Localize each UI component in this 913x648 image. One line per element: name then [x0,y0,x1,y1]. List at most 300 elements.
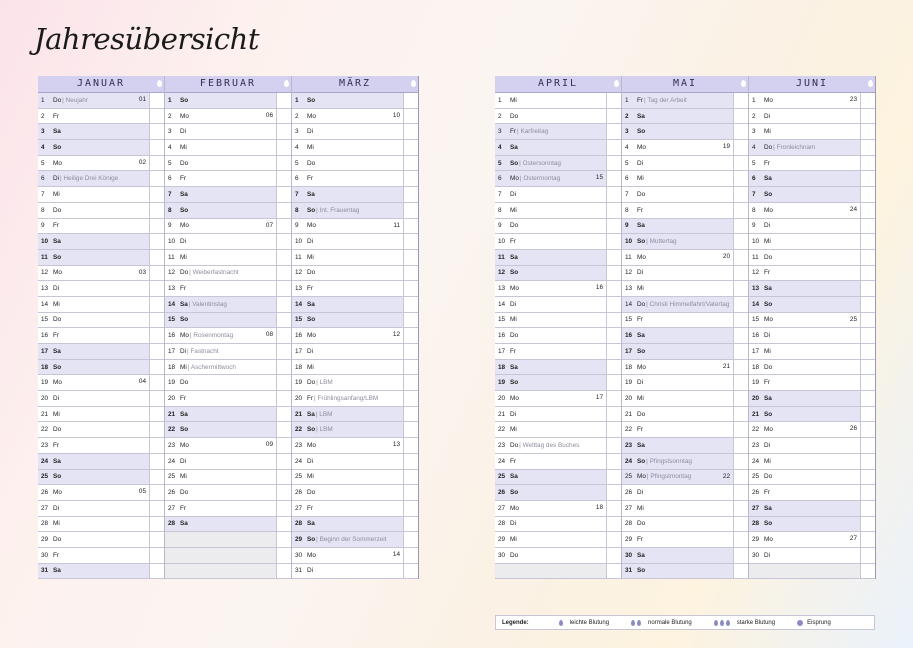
day-cell[interactable] [292,564,403,579]
day-row[interactable] [165,93,291,109]
day-row[interactable] [622,407,748,423]
day-row[interactable] [292,454,418,470]
tracking-cell[interactable] [403,485,418,500]
tracking-cell[interactable] [403,250,418,265]
day-cell[interactable] [165,297,276,312]
day-cell[interactable] [622,360,733,375]
day-cell[interactable] [38,470,149,485]
day-cell[interactable] [292,187,403,202]
day-cell[interactable] [622,548,733,563]
day-cell[interactable] [495,187,606,202]
day-cell[interactable] [292,485,403,500]
day-row[interactable] [292,517,418,533]
tracking-cell[interactable] [149,250,164,265]
day-row[interactable] [495,281,621,297]
day-row[interactable] [622,140,748,156]
day-row[interactable] [749,564,875,580]
day-cell[interactable] [495,124,606,139]
tracking-cell[interactable] [860,187,875,202]
day-row[interactable] [622,124,748,140]
tracking-cell[interactable] [276,281,291,296]
day-row[interactable] [292,470,418,486]
tracking-cell[interactable] [276,140,291,155]
day-cell[interactable] [38,297,149,312]
tracking-cell[interactable] [403,532,418,547]
day-row[interactable] [749,234,875,250]
day-cell[interactable] [622,407,733,422]
day-row[interactable] [38,109,164,125]
day-row[interactable] [495,203,621,219]
day-row[interactable] [495,156,621,172]
day-cell[interactable] [495,297,606,312]
tracking-cell[interactable] [276,250,291,265]
day-row[interactable] [749,140,875,156]
day-row[interactable] [622,156,748,172]
day-row[interactable] [495,438,621,454]
day-row[interactable] [165,564,291,580]
day-cell[interactable] [292,124,403,139]
tracking-cell[interactable] [733,313,748,328]
day-cell[interactable] [749,266,860,281]
day-cell[interactable] [622,250,733,265]
day-row[interactable] [38,470,164,486]
day-cell[interactable] [165,532,276,547]
day-cell[interactable] [165,171,276,186]
day-cell[interactable] [622,328,733,343]
day-cell[interactable] [749,407,860,422]
tracking-cell[interactable] [733,234,748,249]
tracking-cell[interactable] [276,187,291,202]
tracking-cell[interactable] [403,438,418,453]
tracking-cell[interactable] [860,501,875,516]
day-cell[interactable] [495,281,606,296]
day-row[interactable] [38,250,164,266]
tracking-cell[interactable] [860,109,875,124]
tracking-cell[interactable] [733,470,748,485]
tracking-cell[interactable] [149,407,164,422]
day-row[interactable] [292,485,418,501]
tracking-cell[interactable] [860,548,875,563]
day-cell[interactable] [749,234,860,249]
day-cell[interactable] [165,344,276,359]
day-row[interactable] [38,187,164,203]
day-row[interactable] [622,219,748,235]
tracking-cell[interactable] [403,360,418,375]
day-row[interactable] [165,250,291,266]
day-cell[interactable] [292,470,403,485]
tracking-cell[interactable] [403,328,418,343]
tracking-cell[interactable] [276,203,291,218]
tracking-cell[interactable] [606,438,621,453]
tracking-cell[interactable] [860,156,875,171]
day-cell[interactable] [495,93,606,108]
tracking-cell[interactable] [276,407,291,422]
tracking-cell[interactable] [276,360,291,375]
tracking-cell[interactable] [860,422,875,437]
day-cell[interactable] [495,485,606,500]
tracking-cell[interactable] [403,517,418,532]
day-row[interactable] [749,344,875,360]
day-row[interactable] [622,438,748,454]
tracking-cell[interactable] [276,328,291,343]
tracking-cell[interactable] [403,407,418,422]
day-cell[interactable] [622,313,733,328]
day-cell[interactable] [495,328,606,343]
tracking-cell[interactable] [149,564,164,579]
day-row[interactable] [749,313,875,329]
day-row[interactable] [622,454,748,470]
day-row[interactable] [165,219,291,235]
day-row[interactable] [622,297,748,313]
day-cell[interactable] [495,517,606,532]
day-row[interactable] [292,171,418,187]
day-cell[interactable] [165,360,276,375]
tracking-cell[interactable] [403,344,418,359]
tracking-cell[interactable] [149,187,164,202]
day-row[interactable] [38,407,164,423]
tracking-cell[interactable] [733,281,748,296]
day-cell[interactable] [165,93,276,108]
day-cell[interactable] [622,391,733,406]
tracking-cell[interactable] [276,234,291,249]
day-cell[interactable] [292,328,403,343]
day-row[interactable] [495,109,621,125]
day-row[interactable] [165,438,291,454]
tracking-cell[interactable] [606,360,621,375]
day-row[interactable] [495,313,621,329]
tracking-cell[interactable] [276,517,291,532]
tracking-cell[interactable] [276,532,291,547]
tracking-cell[interactable] [860,140,875,155]
tracking-cell[interactable] [276,171,291,186]
tracking-cell[interactable] [860,407,875,422]
tracking-cell[interactable] [606,187,621,202]
day-row[interactable] [38,548,164,564]
day-row[interactable] [622,470,748,486]
tracking-cell[interactable] [403,266,418,281]
day-cell[interactable] [165,140,276,155]
day-row[interactable] [749,422,875,438]
tracking-cell[interactable] [149,219,164,234]
day-cell[interactable] [165,470,276,485]
day-cell[interactable] [292,297,403,312]
day-row[interactable] [165,297,291,313]
day-row[interactable] [165,313,291,329]
tracking-cell[interactable] [606,517,621,532]
day-cell[interactable] [165,234,276,249]
day-cell[interactable] [165,422,276,437]
tracking-cell[interactable] [606,564,621,579]
tracking-cell[interactable] [403,454,418,469]
day-cell[interactable] [749,93,860,108]
day-cell[interactable] [38,203,149,218]
day-cell[interactable] [495,203,606,218]
day-cell[interactable] [38,375,149,390]
day-cell[interactable] [622,109,733,124]
day-cell[interactable] [292,250,403,265]
day-cell[interactable] [292,171,403,186]
day-row[interactable] [38,485,164,501]
day-row[interactable] [165,234,291,250]
tracking-cell[interactable] [733,548,748,563]
tracking-cell[interactable] [403,391,418,406]
day-cell[interactable] [495,407,606,422]
day-cell[interactable] [749,203,860,218]
tracking-cell[interactable] [606,203,621,218]
day-row[interactable] [292,250,418,266]
day-row[interactable] [622,532,748,548]
day-row[interactable] [749,281,875,297]
day-row[interactable] [749,454,875,470]
day-row[interactable] [165,360,291,376]
day-cell[interactable] [622,485,733,500]
tracking-cell[interactable] [403,281,418,296]
day-cell[interactable] [622,532,733,547]
tracking-cell[interactable] [403,313,418,328]
day-cell[interactable] [165,454,276,469]
day-cell[interactable] [749,344,860,359]
tracking-cell[interactable] [276,93,291,108]
day-row[interactable] [38,501,164,517]
day-row[interactable] [292,297,418,313]
day-cell[interactable] [292,422,403,437]
tracking-cell[interactable] [403,93,418,108]
tracking-cell[interactable] [606,470,621,485]
day-row[interactable] [749,93,875,109]
day-cell[interactable] [292,266,403,281]
tracking-cell[interactable] [733,454,748,469]
day-cell[interactable] [165,250,276,265]
day-row[interactable] [749,407,875,423]
tracking-cell[interactable] [733,485,748,500]
tracking-cell[interactable] [860,234,875,249]
day-cell[interactable] [622,375,733,390]
day-cell[interactable] [749,109,860,124]
day-row[interactable] [165,501,291,517]
day-cell[interactable] [165,438,276,453]
tracking-cell[interactable] [606,250,621,265]
day-cell[interactable] [749,375,860,390]
day-cell[interactable] [495,454,606,469]
day-row[interactable] [38,171,164,187]
day-cell[interactable] [38,391,149,406]
tracking-cell[interactable] [403,203,418,218]
tracking-cell[interactable] [149,156,164,171]
tracking-cell[interactable] [276,109,291,124]
day-row[interactable] [38,140,164,156]
day-cell[interactable] [292,454,403,469]
day-row[interactable] [495,391,621,407]
day-cell[interactable] [292,360,403,375]
day-cell[interactable] [749,532,860,547]
day-cell[interactable] [622,517,733,532]
day-cell[interactable] [292,532,403,547]
day-cell[interactable] [495,109,606,124]
tracking-cell[interactable] [606,281,621,296]
day-row[interactable] [749,391,875,407]
tracking-cell[interactable] [149,454,164,469]
day-row[interactable] [622,313,748,329]
tracking-cell[interactable] [606,548,621,563]
day-cell[interactable] [165,156,276,171]
day-cell[interactable] [38,360,149,375]
day-cell[interactable] [495,266,606,281]
tracking-cell[interactable] [860,344,875,359]
day-row[interactable] [165,454,291,470]
tracking-cell[interactable] [733,109,748,124]
tracking-cell[interactable] [276,548,291,563]
tracking-cell[interactable] [733,564,748,579]
day-row[interactable] [749,250,875,266]
tracking-cell[interactable] [276,313,291,328]
day-row[interactable] [495,93,621,109]
tracking-cell[interactable] [276,485,291,500]
tracking-cell[interactable] [606,93,621,108]
day-cell[interactable] [38,171,149,186]
day-row[interactable] [495,454,621,470]
tracking-cell[interactable] [403,564,418,579]
tracking-cell[interactable] [149,328,164,343]
tracking-cell[interactable] [403,187,418,202]
day-cell[interactable] [38,517,149,532]
tracking-cell[interactable] [149,548,164,563]
tracking-cell[interactable] [149,234,164,249]
tracking-cell[interactable] [860,171,875,186]
day-row[interactable] [495,360,621,376]
day-row[interactable] [495,266,621,282]
day-cell[interactable] [622,93,733,108]
tracking-cell[interactable] [606,422,621,437]
tracking-cell[interactable] [149,171,164,186]
day-cell[interactable] [292,281,403,296]
day-row[interactable] [749,328,875,344]
day-row[interactable] [749,548,875,564]
tracking-cell[interactable] [733,297,748,312]
day-cell[interactable] [622,564,733,579]
tracking-cell[interactable] [860,391,875,406]
tracking-cell[interactable] [276,391,291,406]
day-row[interactable] [495,501,621,517]
tracking-cell[interactable] [403,109,418,124]
tracking-cell[interactable] [860,93,875,108]
day-cell[interactable] [165,124,276,139]
tracking-cell[interactable] [276,564,291,579]
day-cell[interactable] [622,422,733,437]
day-cell[interactable] [165,203,276,218]
tracking-cell[interactable] [733,124,748,139]
day-row[interactable] [292,93,418,109]
tracking-cell[interactable] [733,219,748,234]
tracking-cell[interactable] [606,485,621,500]
day-row[interactable] [749,266,875,282]
day-cell[interactable] [622,438,733,453]
day-row[interactable] [495,470,621,486]
tracking-cell[interactable] [860,266,875,281]
day-row[interactable] [292,266,418,282]
day-cell[interactable] [495,391,606,406]
day-row[interactable] [749,360,875,376]
tracking-cell[interactable] [733,375,748,390]
tracking-cell[interactable] [276,454,291,469]
day-row[interactable] [38,313,164,329]
day-cell[interactable] [292,391,403,406]
tracking-cell[interactable] [860,250,875,265]
day-row[interactable] [165,391,291,407]
day-cell[interactable] [749,281,860,296]
tracking-cell[interactable] [606,532,621,547]
day-cell[interactable] [749,313,860,328]
day-cell[interactable] [292,203,403,218]
tracking-cell[interactable] [403,140,418,155]
day-cell[interactable] [749,187,860,202]
day-row[interactable] [38,93,164,109]
day-row[interactable] [292,391,418,407]
tracking-cell[interactable] [606,454,621,469]
day-row[interactable] [749,156,875,172]
tracking-cell[interactable] [860,564,875,579]
day-cell[interactable] [38,124,149,139]
day-cell[interactable] [165,281,276,296]
day-row[interactable] [749,124,875,140]
day-row[interactable] [622,328,748,344]
day-cell[interactable] [622,219,733,234]
tracking-cell[interactable] [860,470,875,485]
day-row[interactable] [622,548,748,564]
day-cell[interactable] [292,407,403,422]
day-cell[interactable] [292,93,403,108]
day-cell[interactable] [749,501,860,516]
day-row[interactable] [38,517,164,533]
day-row[interactable] [292,140,418,156]
tracking-cell[interactable] [149,313,164,328]
day-cell[interactable] [495,470,606,485]
day-row[interactable] [622,187,748,203]
day-cell[interactable] [292,344,403,359]
day-cell[interactable] [38,93,149,108]
day-row[interactable] [495,548,621,564]
day-cell[interactable] [292,501,403,516]
day-cell[interactable] [165,266,276,281]
day-row[interactable] [495,297,621,313]
day-cell[interactable] [38,407,149,422]
tracking-cell[interactable] [860,219,875,234]
day-cell[interactable] [495,564,606,579]
day-row[interactable] [292,501,418,517]
day-row[interactable] [622,517,748,533]
day-row[interactable] [165,517,291,533]
day-row[interactable] [38,391,164,407]
day-row[interactable] [495,234,621,250]
day-row[interactable] [165,109,291,125]
day-cell[interactable] [749,470,860,485]
tracking-cell[interactable] [276,422,291,437]
day-row[interactable] [495,250,621,266]
day-cell[interactable] [749,219,860,234]
day-cell[interactable] [622,344,733,359]
day-row[interactable] [38,360,164,376]
day-row[interactable] [38,422,164,438]
day-row[interactable] [495,485,621,501]
day-cell[interactable] [749,438,860,453]
tracking-cell[interactable] [276,156,291,171]
day-cell[interactable] [749,140,860,155]
day-cell[interactable] [165,109,276,124]
day-cell[interactable] [749,360,860,375]
tracking-cell[interactable] [149,391,164,406]
tracking-cell[interactable] [276,470,291,485]
day-row[interactable] [622,485,748,501]
day-row[interactable] [495,532,621,548]
